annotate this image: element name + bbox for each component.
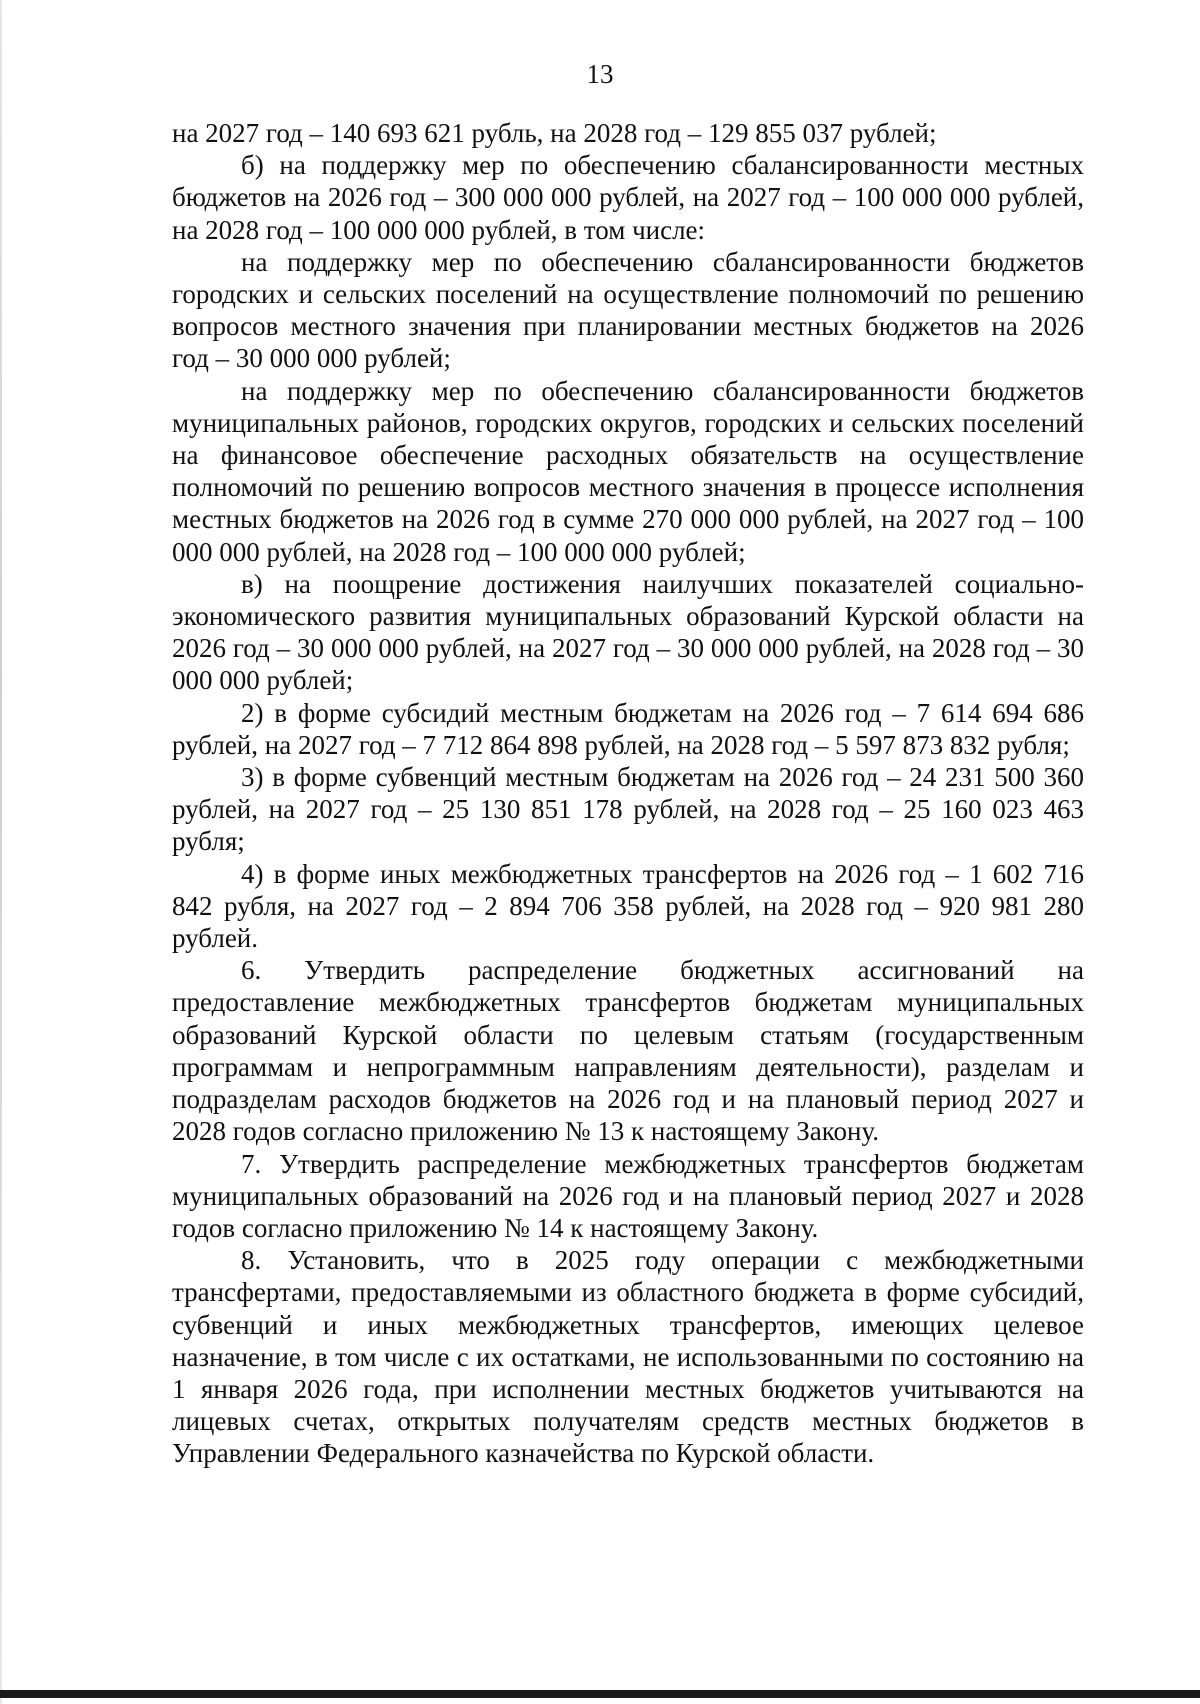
paragraph-item-2-subsidies: 2) в форме субсидий местным бюджетам на 2026 год – 7 614 694 686 рублей, на 2027 год – 7 712 864 898 рублей, на 2028 год – 5 597 873 832 рубля; (172, 697, 1084, 760)
paragraph-subitem-settlements: на поддержку мер по обеспечению сбалансированности бюджетов городских и сельских поселений на осуществление полномочий по решению вопросов местного значения при планировании местных бюджетов на 2026 год – 30 000 000 рублей; (172, 246, 1084, 374)
paragraph-item-4-other-transfers: 4) в форме иных межбюджетных трансфертов на 2026 год – 1 602 716 842 рубля, на 2027 год – 2 894 706 358 рублей, на 2028 год – 920 981 280 рублей. (172, 858, 1084, 954)
paragraph-item-b: б) на поддержку мер по обеспечению сбалансированности местных бюджетов на 2026 год – 300 000 000 рублей, на 2027 год – 100 000 000 рублей, на 2028 год – 100 000 000 рублей, в том числе: (172, 150, 1084, 245)
scan-edge (0, 0, 2, 1704)
paragraph-item-3-subventions: 3) в форме субвенций местным бюджетам на 2026 год – 24 231 500 360 рублей, на 2027 год – 25 130 851 178 рублей, на 2028 год – 25 160 023 463 рубля; (172, 762, 1084, 857)
paragraph-item-v: в) на поощрение достижения наилучших показателей социально-экономического развития муниципальных образований Курской области на 2026 год – 30 000 000 рублей, на 2027 год – 30 000 000 рублей, на 2028 год – 30 000 000 рублей; (172, 568, 1084, 696)
paragraph-section-6: 6. Утвердить распределение бюджетных ассигнований на предоставление межбюджетных трансфертов бюджетам муниципальных образований Курской области по целевым статьям (государственным программам и непрограммным направлениям деятельности), разделам и подразделам расходов бюджетов на 2026 год и на плановый период 2027 и 2028 годов согласно приложению № 13 к настоящему Закону. (172, 955, 1084, 1147)
page-number: 13 (586, 59, 614, 89)
document-body (172, 117, 1084, 1470)
paragraph-subitem-municipal: на поддержку мер по обеспечению сбалансированности бюджетов муниципальных районов, городских округов, городских и сельских поселений на финансовое обеспечение расходных обязательств на осуществление полномочий по решению вопросов местного значения в процессе исполнения местных бюджетов на 2026 год в сумме 270 000 000 рублей, на 2027 год – 100 000 000 рублей, на 2028 год – 100 000 000 рублей; (172, 375, 1084, 567)
paragraph-continuation: на 2027 год – 140 693 621 рубль, на 2028 год – 129 855 037 рублей; (172, 118, 937, 148)
paragraph-section-7: 7. Утвердить распределение межбюджетных трансфертов бюджетам муниципальных образований на 2026 год и на плановый период 2027 и 2028 годов согласно приложению № 14 к настоящему Закону. (172, 1148, 1084, 1243)
paragraph-section-8: 8. Установить, что в 2025 году операции с межбюджетными трансфертами, предоставляемыми из областного бюджета в форме субсидий, субвенций и иных межбюджетных трансфертов, имеющих целевое назначение, в том числе с их остатками, не использованными по состоянию на 1 января 2026 года, при исполнении местных бюджетов учитываются на лицевых счетах, открытых получателям средств местных бюджетов в Управлении Федерального казначейства по Курской области. (172, 1245, 1084, 1469)
bottom-rule (0, 1690, 1200, 1698)
